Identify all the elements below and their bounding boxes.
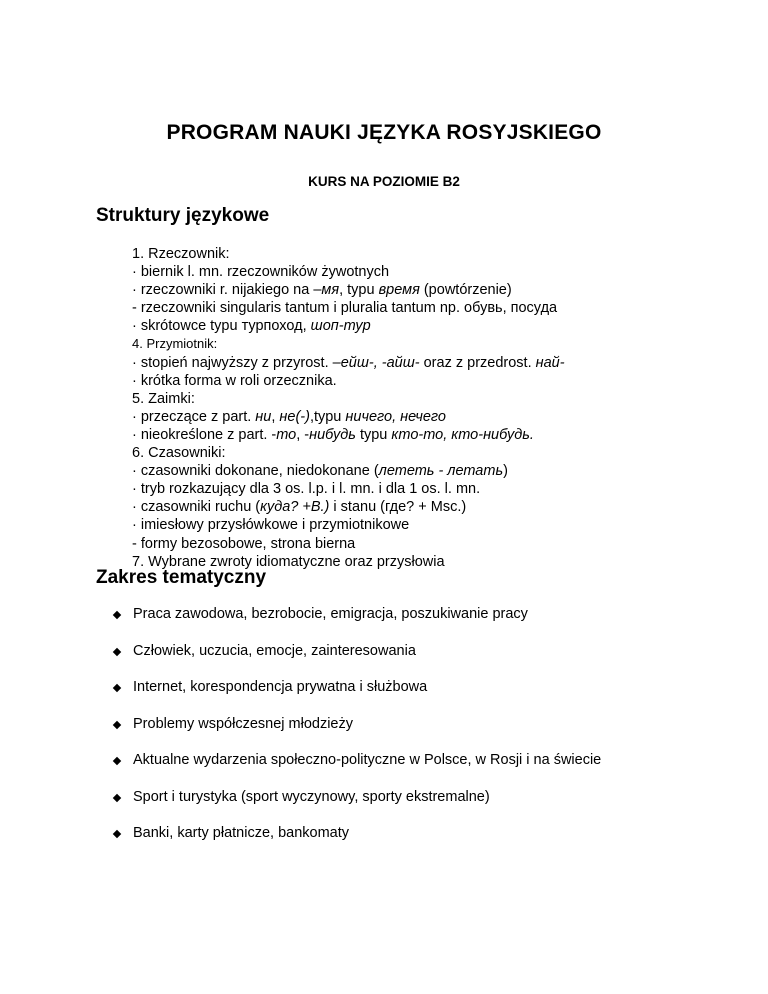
structure-line <box>132 372 752 390</box>
structure-line <box>132 535 752 553</box>
line-text: · krótka forma w roli orzecznika. <box>132 372 337 389</box>
topic-text: Człowiek, uczucia, emocje, zainteresowania <box>133 642 416 659</box>
italic-term: ничего, нечего <box>345 408 446 425</box>
topic-item <box>114 679 754 716</box>
line-text: · skrótowce typu турпоход, <box>132 318 311 335</box>
topic-item <box>114 825 754 862</box>
line-text: , - <box>296 426 310 443</box>
topic-text: Problemy współczesnej młodzieży <box>133 715 353 732</box>
italic-term: най- <box>535 354 565 371</box>
italic-term: ни <box>255 408 272 425</box>
structure-line <box>132 281 752 299</box>
structure-line <box>132 335 752 353</box>
italic-term: время <box>378 282 420 299</box>
diamond-bullet-icon <box>113 830 121 838</box>
line-text: · imiesłowy przysłówkowe i przymiotnikowe <box>132 517 410 534</box>
line-text: - rzeczowniki singularis tantum i pluralia tantum np. обувь, посуда <box>132 300 558 317</box>
diamond-bullet-icon <box>113 647 121 655</box>
structure-line <box>132 390 752 408</box>
structure-line <box>132 299 752 317</box>
structure-line <box>132 516 752 534</box>
structure-line <box>132 263 752 281</box>
diamond-bullet-icon <box>113 684 121 692</box>
italic-term: ейш-, -айш- <box>340 354 420 371</box>
italic-term: нибудь <box>309 426 356 443</box>
line-text: · przeczące z part. <box>132 408 256 425</box>
topic-item <box>114 643 754 680</box>
topic-item <box>114 716 754 753</box>
italic-term: куда? +В.) <box>260 499 330 516</box>
line-text: - formy bezosobowe, strona bierna <box>132 535 356 552</box>
italic-term: лететь - летать <box>378 463 504 480</box>
structure-line <box>132 408 752 426</box>
line-text: · tryb rozkazujący dla 3 os. l.p. i l. mn. i dla 1 os. l. mn. <box>132 481 481 498</box>
italic-term: не(-) <box>279 408 310 425</box>
line-text: · czasowniki dokonane, niedokonane ( <box>132 463 379 480</box>
topic-text: Praca zawodowa, bezrobocie, emigracja, poszukiwanie pracy <box>133 606 528 622</box>
structure-line <box>132 444 752 462</box>
line-text: 1. Rzeczownik: <box>132 246 230 262</box>
section-heading-topics: Zakres tematyczny <box>96 567 267 588</box>
diamond-bullet-icon <box>113 720 121 728</box>
line-text: (powtórzenie) <box>419 282 512 299</box>
topic-item <box>114 606 754 643</box>
document-subtitle: KURS NA POZIOMIE B2 <box>308 174 460 189</box>
topic-text: Aktualne wydarzenia społeczno-polityczne w Polsce, w Rosji i na świecie <box>133 752 602 768</box>
diamond-bullet-icon <box>113 611 121 619</box>
structure-line <box>132 317 752 335</box>
topic-item <box>114 752 754 789</box>
structure-line <box>132 480 752 498</box>
italic-term: то <box>276 426 297 443</box>
line-text: 6. Czasowniki: <box>132 445 226 462</box>
structure-line <box>132 354 752 372</box>
diamond-bullet-icon <box>113 757 121 765</box>
line-text: 5. Zaimki: <box>132 390 195 407</box>
line-text: , typu <box>339 282 379 299</box>
diamond-bullet-icon <box>113 793 121 801</box>
line-text: · rzeczowniki r. nijakiego na – <box>132 282 322 299</box>
structures-list <box>132 245 752 571</box>
italic-term: шоп-тур <box>310 318 371 335</box>
line-text: · nieokreślone z part. - <box>132 426 277 443</box>
line-text: · stopień najwyższy z przyrost. – <box>132 354 341 371</box>
italic-term: кто-то, кто-нибудь. <box>391 426 534 443</box>
topics-list <box>114 606 754 862</box>
line-text: oraz z przedrost. <box>419 354 536 371</box>
structure-line <box>132 245 752 263</box>
line-text: · czasowniki ruchu ( <box>132 499 261 516</box>
line-text: ) <box>503 463 508 480</box>
line-text: 7. Wybrane zwroty idiomatyczne oraz przysłowia <box>132 553 445 570</box>
structure-line <box>132 498 752 516</box>
line-text: typu <box>355 426 392 443</box>
topic-text: Internet, korespondencja prywatna i służbowa <box>133 679 428 695</box>
topic-item <box>114 789 754 826</box>
structure-line <box>132 426 752 444</box>
line-text: ,typu <box>309 408 346 425</box>
italic-term: мя <box>321 282 340 299</box>
topic-text: Sport i turystyka (sport wyczynowy, sporty ekstremalne) <box>133 788 490 805</box>
line-text: 4. Przymiotnik: <box>132 336 218 352</box>
structure-line <box>132 462 752 480</box>
line-text: · biernik l. mn. rzeczowników żywotnych <box>132 264 390 281</box>
line-text: i stanu (где? + Msc.) <box>329 499 467 516</box>
topic-text: Banki, karty płatnicze, bankomaty <box>133 825 349 841</box>
document-title: PROGRAM NAUKI JĘZYKA ROSYJSKIEGO <box>166 121 602 144</box>
section-heading-structures: Struktury językowe <box>96 205 270 226</box>
line-text: , <box>271 408 280 425</box>
